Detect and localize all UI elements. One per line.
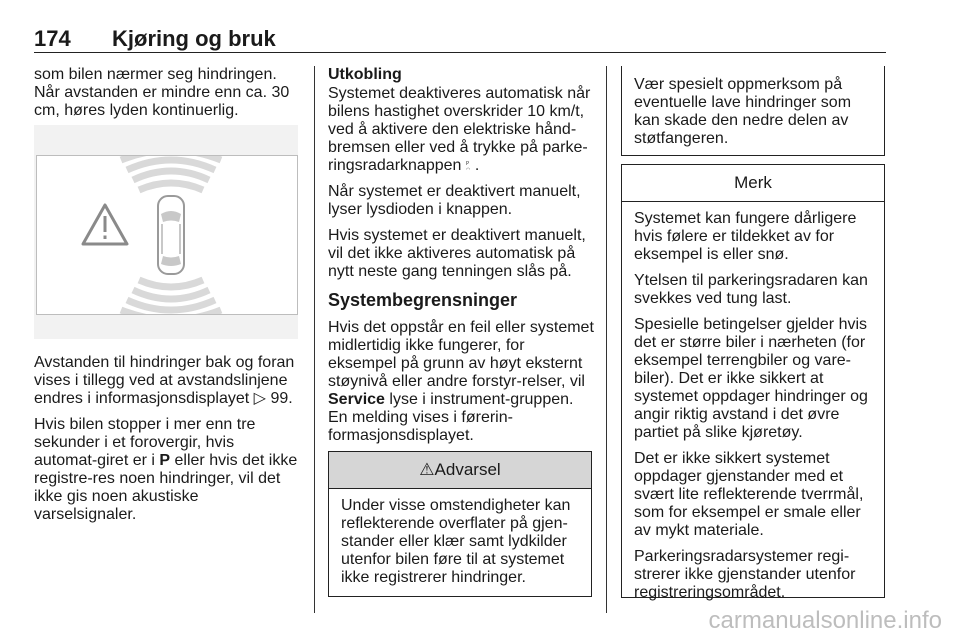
warning-box-body bbox=[329, 489, 591, 587]
column-1-top bbox=[34, 66, 300, 128]
paragraph: som bilen nærmer seg hindringen. Når avstanden er mindre enn ca. 30 cm, høres lyden kontinuerlig. bbox=[34, 66, 290, 119]
paragraph bbox=[34, 354, 300, 408]
service-label: Service bbox=[328, 391, 385, 408]
parking-radar-graphic bbox=[37, 156, 297, 314]
paragraph: Hvis systemet er deaktivert manuelt, vil det ikke aktiveres automatisk på nytt neste gang tenningen slås på. bbox=[328, 227, 586, 280]
warning-continuation-box bbox=[621, 66, 885, 156]
warning-text: Vær spesielt oppmerksom på eventuelle lave hindringer som kan skade den nedre delen av støtfangeren. bbox=[634, 76, 852, 147]
svg-text:◠: ◠ bbox=[465, 167, 471, 171]
watermark: carmanualsonline.info bbox=[708, 607, 942, 634]
warning-icon: ⚠ bbox=[419, 460, 435, 479]
column-divider bbox=[606, 66, 607, 613]
paragraph-text: Systemet deaktiveres automatisk når bilens hastighet overskrider 10 km/t, ved å aktivere den elektriske hånd-bremsen eller ved å trykke på parke-ringsradarknappen bbox=[328, 85, 591, 174]
note-box bbox=[621, 164, 885, 601]
warning-title: Advarsel bbox=[434, 460, 501, 479]
note-paragraph: Det er ikke sikkert systemet oppdager gjenstander med et svært lite reflekterende tverrmål, som for eksempel er smale eller av mykt materiale. bbox=[634, 450, 864, 539]
column-2 bbox=[328, 66, 596, 453]
front-distance-arcs bbox=[121, 156, 221, 190]
car-top-view-icon bbox=[158, 196, 184, 274]
paragraph bbox=[34, 416, 300, 524]
paragraph-text: . bbox=[474, 157, 480, 174]
paragraph: Når systemet er deaktivert manuelt, lyser lysdioden i knappen. bbox=[328, 183, 581, 218]
note-title: Merk bbox=[734, 173, 772, 192]
note-box-body bbox=[622, 202, 884, 602]
note-paragraph: Systemet kan fungere dårligere hvis følere er tildekket av for eksempel is eller snø. bbox=[634, 210, 857, 263]
page-number: 174 bbox=[34, 26, 71, 51]
parking-radar-button-icon bbox=[466, 160, 475, 171]
chapter-title: Kjøring og bruk bbox=[112, 26, 276, 51]
note-box-header bbox=[622, 165, 884, 202]
paragraph-text: lyse i instrument-gruppen. En melding vises i førerin-formasjonsdisplayet. bbox=[328, 391, 574, 444]
paragraph bbox=[328, 319, 596, 445]
svg-text:P: P bbox=[465, 161, 469, 167]
paragraph-text: eller hvis det ikke registre-res noen hindringer, vil det ikke gis noen akustiske varselsignaler. bbox=[34, 452, 298, 523]
display-frame bbox=[36, 155, 298, 315]
warning-continuation-body bbox=[622, 66, 884, 148]
paragraph bbox=[328, 85, 596, 175]
warning-text: Under visse omstendigheter kan reflekterende overflater på gjen-stander eller klær samt lydkilder utenfor bilen føre til at systemet ikke registrerer hindringer. bbox=[341, 497, 571, 586]
paragraph-text: Hvis det oppstår en feil eller systemet midlertidig ikke fungerer, for eksempel på grunn av høyt eksternt støynivå eller andre forstyr-relser, vil bbox=[328, 319, 594, 390]
page-reference-arrow-icon: ▷ bbox=[253, 390, 266, 407]
column-divider bbox=[314, 66, 315, 613]
paragraph-text: Avstanden til hindringer bak og foran vises i tillegg ved at avstandslinjene endres i informasjonsdisplayet bbox=[34, 354, 295, 407]
rear-distance-arcs bbox=[121, 280, 221, 314]
note-paragraph: Ytelsen til parkeringsradaren kan svekkes ved tung last. bbox=[634, 272, 868, 307]
subheading-utkobling: Utkobling bbox=[328, 66, 402, 83]
warning-box-header bbox=[329, 452, 591, 489]
warning-triangle-icon bbox=[83, 205, 127, 244]
note-paragraph: Spesielle betingelser gjelder hvis det er større biler i nærheten (for eksempel terrengbiler og vare-biler). Det er ikke sikkert at systemet oppdager hindringer og angir riktig avstand i det øvre partiet på slike kjøretøy. bbox=[634, 316, 868, 441]
note-paragraph: Parkeringsradarsystemer regi-strerer ikke gjenstander utenfor registreringsområdet. bbox=[634, 548, 856, 601]
gear-p-label: P bbox=[159, 452, 171, 469]
page-header bbox=[34, 26, 886, 53]
warning-box bbox=[328, 451, 592, 597]
column-1-bottom bbox=[34, 354, 300, 532]
paragraph-text: Hvis bilen stopper i mer enn tre sekunder i et forovergir, hvis automat-giret er i bbox=[34, 416, 256, 469]
page-reference[interactable]: 99. bbox=[270, 390, 293, 407]
section-heading: Systembegrensninger bbox=[328, 290, 518, 310]
